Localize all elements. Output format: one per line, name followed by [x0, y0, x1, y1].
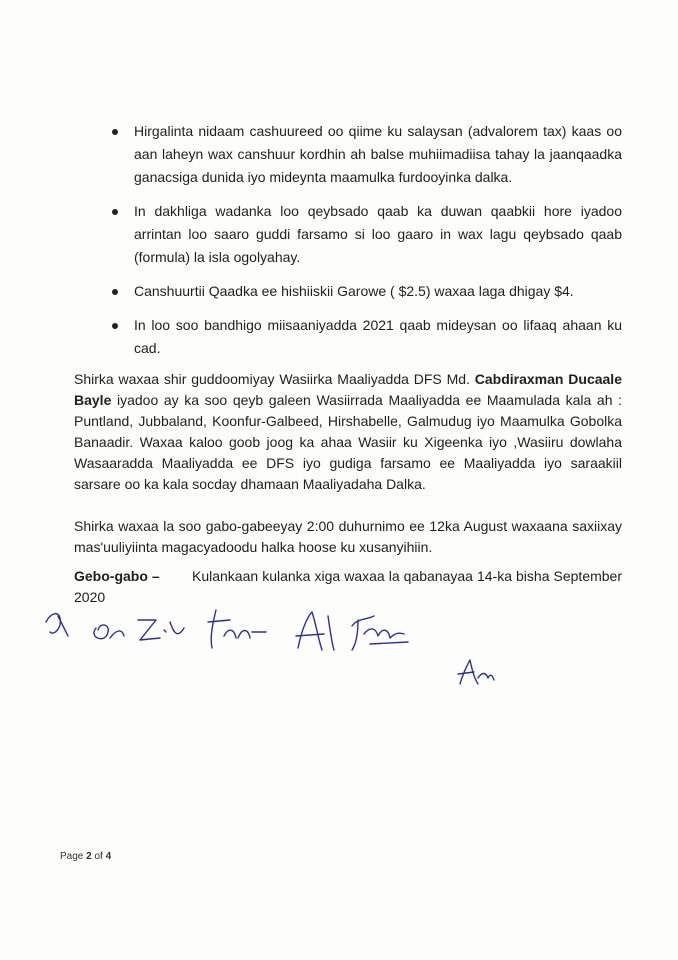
- chair-name: Cabdiraxman Ducaale Bayle: [74, 371, 622, 408]
- signature-3: [138, 620, 184, 640]
- paragraph-text: Shirka waxaa shir guddoomiyay Wasiirka Maaliyadda DFS Md.: [74, 371, 475, 387]
- bullet-text: In loo soo bandhigo miisaaniyadda 2021 qaab mideysan oo lifaaq ahaan ku cad.: [134, 317, 622, 356]
- bullet-dot: [112, 289, 118, 295]
- signature-4: [208, 610, 266, 648]
- conclusion-text: Kulankaan kulanka xiga waxaa la qabanayaa 14-ka bisha September 2020: [74, 568, 626, 605]
- bullet-item: [112, 200, 622, 269]
- footer-label: Page: [60, 851, 87, 862]
- signature-5: [296, 612, 334, 650]
- bullet-list: [112, 120, 622, 371]
- chair-paragraph: [74, 369, 622, 495]
- signature-2: [94, 625, 124, 639]
- bullet-item: [112, 280, 622, 303]
- paragraph-text: iyadoo ay ka soo qeyb galeen Wasiirrada Maaliyadda ee Maamulada kala ah : Puntland, Jubbaland, Koonfur-Galbeed, Hirshabelle, Galmudug iyo Maamulka Gobolka Banaadir. Waxaa kaloo goob joog ka ahaa Wasiir ku Xigeenka iyo ,Wasiiru dowlaha Wasaaradda Maaliyadda ee DFS iyo gudiga farsamo ee Maaliyadda iyo saraakiil sarsare oo ka kala socday dhamaan Maaliyadaha Dalka.: [74, 392, 622, 492]
- bullet-item: [112, 314, 622, 360]
- bullet-dot: [112, 209, 118, 215]
- signature-6: [352, 616, 408, 650]
- footer-label: of: [91, 851, 106, 862]
- conclusion-label: Gebo-gabo –: [74, 568, 160, 584]
- bullet-text: Canshuurtii Qaadka ee hishiiskii Garowe ( $2.5) waxaa laga dhigay $4.: [134, 283, 574, 299]
- bullet-text: In dakhliga wadanka loo qeybsado qaab ka duwan qaabkii hore iyadoo arrintan loo saaro guddi farsamo si loo gaaro in wax lagu qeybsado qaab (formula) la isla ogolyahay.: [134, 203, 622, 265]
- page-footer: [60, 851, 111, 862]
- footer-total-pages: 4: [105, 851, 112, 862]
- signature-7: [458, 660, 494, 684]
- signature-1: [46, 614, 68, 636]
- bullet-item: [112, 120, 622, 189]
- closing-paragraph: Shirka waxaa la soo gabo-gabeeyay 2:00 duhurnimo ee 12ka August waxaana saxiixay mas'uuliyiinta magacyadoodu halka hoose ku xusanyihiin.: [74, 518, 622, 555]
- footer-current-page: 2: [86, 851, 92, 862]
- signatures: [40, 598, 510, 698]
- bullet-dot: [112, 129, 118, 135]
- bullet-text: Hirgalinta nidaam cashuureed oo qiime ku salaysan (advalorem tax) kaas oo aan laheyn wax canshuur kordhin ah balse muhiimadiisa tahay la jaanqaadka ganacsiga dunida iyo mideynta maamulka furdooyinka dalka.: [134, 123, 622, 185]
- bullet-dot: [112, 323, 118, 329]
